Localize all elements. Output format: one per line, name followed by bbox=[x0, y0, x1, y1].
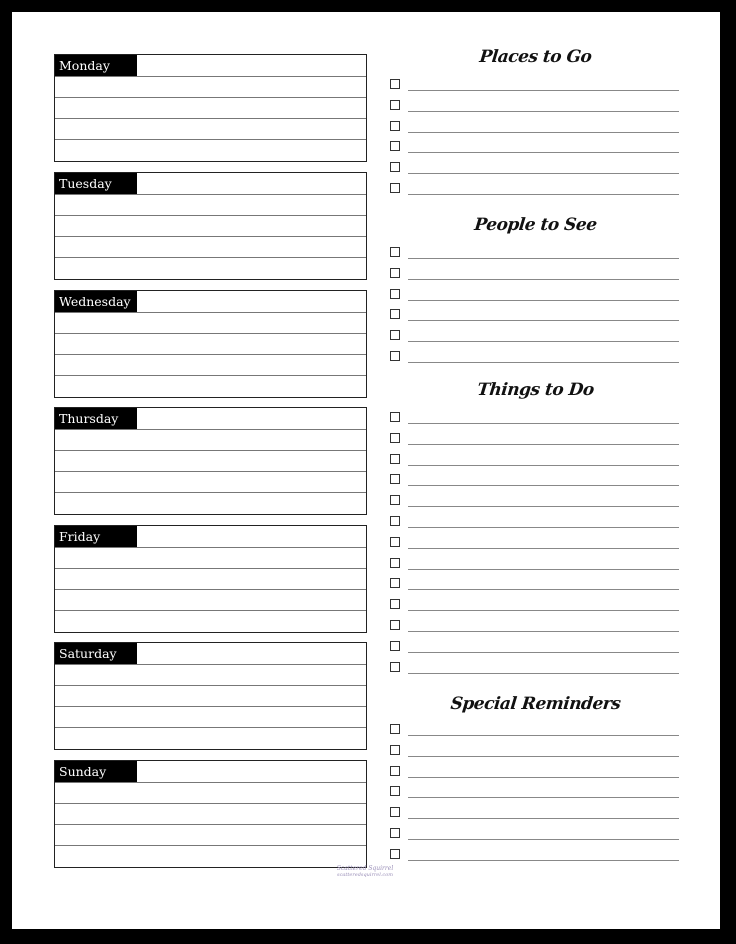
checklist-row bbox=[388, 558, 683, 578]
writing-line[interactable] bbox=[408, 194, 679, 195]
writing-line[interactable] bbox=[55, 236, 366, 237]
checkbox[interactable] bbox=[390, 79, 400, 89]
day-label: Tuesday bbox=[55, 173, 137, 194]
section-title: People to See bbox=[473, 215, 598, 235]
checkbox[interactable] bbox=[390, 849, 400, 859]
checklist-row bbox=[388, 141, 683, 161]
writing-line[interactable] bbox=[408, 279, 679, 280]
writing-line[interactable] bbox=[55, 492, 366, 493]
checkbox[interactable] bbox=[390, 745, 400, 755]
checklist-row bbox=[388, 766, 683, 786]
planner-page bbox=[12, 12, 720, 929]
checkbox[interactable] bbox=[390, 807, 400, 817]
day-label: Wednesday bbox=[55, 291, 137, 312]
section-title: Things to Do bbox=[476, 380, 595, 400]
checklist-row bbox=[388, 268, 683, 288]
writing-line[interactable] bbox=[55, 139, 366, 140]
day-box-wednesday bbox=[54, 290, 367, 398]
writing-line[interactable] bbox=[408, 111, 679, 112]
checkbox[interactable] bbox=[390, 786, 400, 796]
checkbox[interactable] bbox=[390, 141, 400, 151]
checklist-row bbox=[388, 849, 683, 869]
writing-line[interactable] bbox=[408, 152, 679, 153]
writing-line[interactable] bbox=[408, 652, 679, 653]
writing-line[interactable] bbox=[55, 845, 366, 846]
writing-line[interactable] bbox=[408, 258, 679, 259]
checkbox[interactable] bbox=[390, 183, 400, 193]
checkbox[interactable] bbox=[390, 309, 400, 319]
checkbox[interactable] bbox=[390, 121, 400, 131]
writing-line[interactable] bbox=[55, 824, 366, 825]
checkbox[interactable] bbox=[390, 558, 400, 568]
checklist-row bbox=[388, 516, 683, 536]
checklist-row bbox=[388, 786, 683, 806]
writing-line[interactable] bbox=[55, 257, 366, 258]
writing-line[interactable] bbox=[55, 76, 366, 77]
writing-line[interactable] bbox=[55, 547, 366, 548]
checkbox[interactable] bbox=[390, 412, 400, 422]
section-title: Places to Go bbox=[478, 47, 593, 67]
writing-line[interactable] bbox=[408, 444, 679, 445]
day-label: Friday bbox=[55, 526, 137, 547]
checklist-row bbox=[388, 309, 683, 329]
writing-line[interactable] bbox=[408, 320, 679, 321]
day-label: Monday bbox=[55, 55, 137, 76]
writing-line[interactable] bbox=[408, 569, 679, 570]
checklist-row bbox=[388, 745, 683, 765]
writing-line[interactable] bbox=[408, 860, 679, 861]
writing-line[interactable] bbox=[55, 664, 366, 665]
checklist-row bbox=[388, 433, 683, 453]
day-box-friday bbox=[54, 525, 367, 633]
checkbox[interactable] bbox=[390, 433, 400, 443]
checklist-row bbox=[388, 100, 683, 120]
section-title: Special Reminders bbox=[449, 694, 622, 714]
checkbox[interactable] bbox=[390, 641, 400, 651]
writing-line[interactable] bbox=[408, 341, 679, 342]
checkbox[interactable] bbox=[390, 100, 400, 110]
day-box-sunday bbox=[54, 760, 367, 868]
writing-line[interactable] bbox=[55, 568, 366, 569]
watermark-logo bbox=[334, 866, 396, 878]
checkbox[interactable] bbox=[390, 578, 400, 588]
writing-line[interactable] bbox=[55, 450, 366, 451]
writing-line[interactable] bbox=[408, 735, 679, 736]
writing-line[interactable] bbox=[408, 839, 679, 840]
checkbox[interactable] bbox=[390, 766, 400, 776]
writing-line[interactable] bbox=[408, 548, 679, 549]
writing-line[interactable] bbox=[55, 354, 366, 355]
checklist-row bbox=[388, 807, 683, 827]
checklist-row bbox=[388, 351, 683, 371]
checkbox[interactable] bbox=[390, 495, 400, 505]
checklist-row bbox=[388, 121, 683, 141]
checklist-row bbox=[388, 495, 683, 515]
writing-line[interactable] bbox=[408, 300, 679, 301]
checkbox[interactable] bbox=[390, 724, 400, 734]
writing-line[interactable] bbox=[55, 312, 366, 313]
writing-line[interactable] bbox=[408, 485, 679, 486]
day-box-tuesday bbox=[54, 172, 367, 280]
writing-line[interactable] bbox=[408, 610, 679, 611]
checklist-row bbox=[388, 662, 683, 682]
writing-line[interactable] bbox=[55, 118, 366, 119]
writing-line[interactable] bbox=[408, 818, 679, 819]
checkbox[interactable] bbox=[390, 620, 400, 630]
checkbox[interactable] bbox=[390, 474, 400, 484]
checklist-row bbox=[388, 537, 683, 557]
checklist-row bbox=[388, 828, 683, 848]
writing-line[interactable] bbox=[55, 471, 366, 472]
writing-line[interactable] bbox=[408, 465, 679, 466]
day-label: Sunday bbox=[55, 761, 137, 782]
day-label: Saturday bbox=[55, 643, 137, 664]
checklist-row bbox=[388, 454, 683, 474]
checkbox[interactable] bbox=[390, 330, 400, 340]
checklist-row bbox=[388, 641, 683, 661]
checkbox[interactable] bbox=[390, 454, 400, 464]
writing-line[interactable] bbox=[408, 173, 679, 174]
checkbox[interactable] bbox=[390, 289, 400, 299]
writing-line[interactable] bbox=[55, 803, 366, 804]
checklist-row bbox=[388, 183, 683, 203]
checkbox[interactable] bbox=[390, 828, 400, 838]
checklist-row bbox=[388, 620, 683, 640]
writing-line[interactable] bbox=[408, 631, 679, 632]
day-box-saturday bbox=[54, 642, 367, 750]
checklist-row bbox=[388, 330, 683, 350]
writing-line[interactable] bbox=[408, 756, 679, 757]
writing-line[interactable] bbox=[408, 797, 679, 798]
writing-line[interactable] bbox=[55, 589, 366, 590]
writing-line[interactable] bbox=[55, 375, 366, 376]
checkbox[interactable] bbox=[390, 537, 400, 547]
writing-line[interactable] bbox=[408, 132, 679, 133]
writing-line[interactable] bbox=[408, 777, 679, 778]
watermark-line1: Scattered Squirrel bbox=[336, 865, 394, 872]
writing-line[interactable] bbox=[55, 782, 366, 783]
writing-line[interactable] bbox=[55, 706, 366, 707]
day-box-thursday bbox=[54, 407, 367, 515]
checkbox[interactable] bbox=[390, 351, 400, 361]
checklist-row bbox=[388, 289, 683, 309]
writing-line[interactable] bbox=[408, 506, 679, 507]
writing-line[interactable] bbox=[55, 215, 366, 216]
checkbox[interactable] bbox=[390, 247, 400, 257]
writing-line[interactable] bbox=[408, 90, 679, 91]
day-box-monday bbox=[54, 54, 367, 162]
writing-line[interactable] bbox=[55, 727, 366, 728]
watermark-line2: scatteredsquirrel.com bbox=[337, 872, 393, 878]
writing-line[interactable] bbox=[408, 527, 679, 528]
checkbox[interactable] bbox=[390, 662, 400, 672]
writing-line[interactable] bbox=[55, 610, 366, 611]
checkbox[interactable] bbox=[390, 268, 400, 278]
checklist-row bbox=[388, 724, 683, 744]
writing-line[interactable] bbox=[55, 429, 366, 430]
writing-line[interactable] bbox=[408, 673, 679, 674]
checklist-row bbox=[388, 599, 683, 619]
writing-line[interactable] bbox=[55, 685, 366, 686]
checklist-row bbox=[388, 162, 683, 182]
checklist-row bbox=[388, 412, 683, 432]
writing-line[interactable] bbox=[408, 423, 679, 424]
checkbox[interactable] bbox=[390, 599, 400, 609]
writing-line[interactable] bbox=[55, 333, 366, 334]
writing-line[interactable] bbox=[408, 362, 679, 363]
writing-line[interactable] bbox=[55, 194, 366, 195]
writing-line[interactable] bbox=[408, 589, 679, 590]
checklist-row bbox=[388, 247, 683, 267]
checklist-row bbox=[388, 474, 683, 494]
checkbox[interactable] bbox=[390, 162, 400, 172]
checkbox[interactable] bbox=[390, 516, 400, 526]
checklist-row bbox=[388, 578, 683, 598]
writing-line[interactable] bbox=[55, 97, 366, 98]
day-label: Thursday bbox=[55, 408, 137, 429]
checklist-row bbox=[388, 79, 683, 99]
